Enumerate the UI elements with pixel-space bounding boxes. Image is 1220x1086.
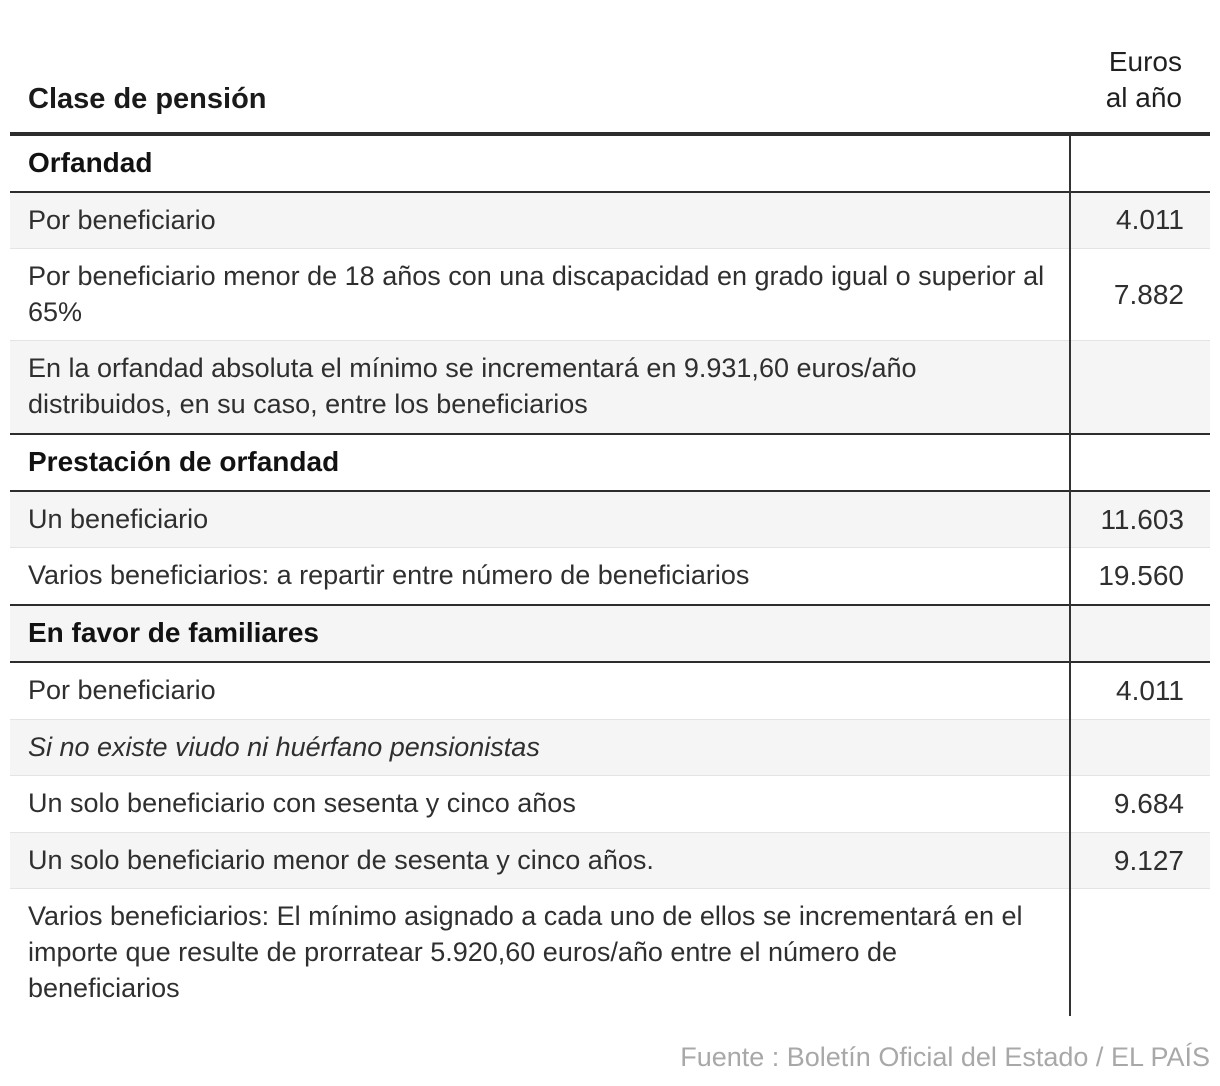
table-row <box>10 491 1210 548</box>
section-header-row <box>10 605 1210 662</box>
row-label: Por beneficiario <box>28 204 216 235</box>
table-row <box>10 548 1210 605</box>
row-value: 7.882 <box>1070 249 1210 341</box>
section-title: En favor de familiares <box>28 616 320 648</box>
section-title: Prestación de orfandad <box>28 445 340 477</box>
table-header <box>10 0 1210 132</box>
table-row <box>10 192 1210 249</box>
row-value <box>1070 434 1210 491</box>
row-value <box>1070 889 1210 1016</box>
row-label: Si no existe viudo ni huérfano pensionistas <box>28 731 540 762</box>
table-row <box>10 832 1210 889</box>
table-row <box>10 719 1210 776</box>
row-value: 4.011 <box>1070 662 1210 719</box>
pension-table-graphic <box>10 0 1210 1073</box>
row-value: 11.603 <box>1070 491 1210 548</box>
section-header-row <box>10 434 1210 491</box>
row-label: Un beneficiario <box>28 503 209 534</box>
section-header-row <box>10 134 1210 192</box>
row-label: Por beneficiario menor de 18 años con una discapacidad en grado igual o superior al 65% <box>28 261 1045 327</box>
table-row <box>10 249 1210 341</box>
section-title: Orfandad <box>28 146 153 178</box>
table-row <box>10 341 1210 434</box>
source-credit: Fuente : Boletín Oficial del Estado / EL PAÍS <box>680 1042 1210 1073</box>
row-value: 9.127 <box>1070 832 1210 889</box>
table-row <box>10 662 1210 719</box>
value-column-header-line2: al año <box>1105 81 1182 113</box>
row-value: 19.560 <box>1070 548 1210 605</box>
row-value: 4.011 <box>1070 192 1210 249</box>
row-label: Un solo beneficiario con sesenta y cinco años <box>28 788 576 819</box>
table-row <box>10 776 1210 833</box>
row-label: Varios beneficiarios: El mínimo asignado a cada uno de ellos se incrementará en el importe que resulte de prorratear 5.920,60 euros/año entre el número de beneficiarios <box>28 901 1023 1003</box>
row-label: Un solo beneficiario menor de sesenta y cinco años. <box>28 844 654 875</box>
row-label: Varios beneficiarios: a repartir entre número de beneficiarios <box>28 560 750 591</box>
table-row <box>10 889 1210 1016</box>
pension-table-body <box>10 134 1210 1017</box>
row-value <box>1070 719 1210 776</box>
pension-table <box>10 132 1210 1017</box>
row-value: 9.684 <box>1070 776 1210 833</box>
row-value <box>1070 605 1210 662</box>
value-column-header <box>1106 44 1182 116</box>
row-value <box>1070 134 1210 192</box>
value-column-header-line1: Euros <box>1108 46 1182 77</box>
row-label: En la orfandad absoluta el mínimo se incrementará en 9.931,60 euros/año distribuidos, en su caso, entre los beneficiarios <box>28 353 917 420</box>
category-column-header: Clase de pensión <box>28 82 267 115</box>
row-label: Por beneficiario <box>28 674 216 705</box>
row-value <box>1070 341 1210 434</box>
